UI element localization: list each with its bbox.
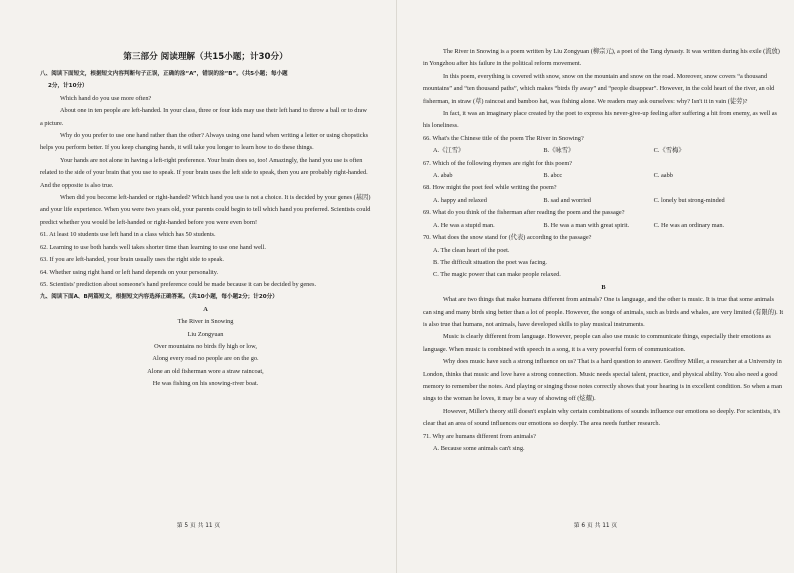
option: A. happy and relaxed [433, 196, 487, 204]
options-68 [423, 195, 784, 207]
options-66 [423, 145, 784, 157]
poem-line: Over mountains no birds fly high or low, [154, 342, 257, 350]
paragraph: About one in ten people are left-handed. In your class, three or four kids may use their left hand to throw a ball or to draw a picture. [40, 107, 367, 127]
poem-line: Alone an old fisherman wore a straw raincoat, [147, 367, 264, 375]
statement-63: 63. If you are left-handed, your brain usually uses the right side to speak. [40, 256, 224, 264]
paragraph: However, Miller's theory still doesn't explain why certain combinations of sounds influence our emotions so deeply. For scientists, it's clear that an area of sound influences our emotions so deeply. The area needs further research. [423, 407, 781, 428]
option: A. abab [433, 172, 453, 180]
passage-title: Which hand do you use more often? [60, 94, 152, 102]
poem [40, 316, 371, 390]
statement-62: 62. Learning to use both hands well takes shorter time than learning to use one hand well. [40, 243, 266, 251]
option: C. lonely but strong-minded [653, 196, 725, 204]
poem-title: The River in Snowing [177, 318, 234, 326]
question-70: 70. What does the snow stand for (代表) according to the passage? [423, 234, 592, 242]
paragraph: Music is clearly different from language. However, people can also use music to communicate things, especially their emotions as language. When music is combined with speech in a song, it is a very powerful form of communication. [423, 333, 771, 353]
option: B. The difficult situation the poet was facing. [433, 258, 547, 266]
question-68: 68. How might the poet feel while writing the poem? [423, 184, 557, 192]
statement-61: 61. At least 10 students use left hand in a class which has 50 students. [40, 231, 216, 239]
right-page [397, 0, 794, 573]
statement-64: 64. Whether using right hand or left hand depends on your personality. [40, 268, 219, 276]
question-69: 69. What do you think of the fisherman after reading the poem and the passage? [423, 209, 625, 217]
option: B.《咏雪》 [543, 147, 575, 155]
part-title: 第三部分 阅读理解（共15小题；计30分） [123, 52, 288, 62]
section9-instruction: 九、阅读下面A、B两篇短文，根据短文内容选择正确答案。（共10小题，每小题2分；计20分） [40, 294, 278, 301]
paragraph: When did you become left-handed or right-handed? Which hand you use is not a choice. It is decided by your genes (基因) and your life experience. When you were two years old, your parents could begin to tell which hand you preferred. Scientists could predict whether you would be left-handed or right-handed before you were even born! [40, 194, 371, 226]
option: B. abcc [543, 172, 563, 180]
option: A. He was a stupid man. [433, 221, 495, 229]
options-69 [423, 220, 784, 232]
paragraph: The River in Snowing is a poem written by Liu Zongyuan (柳宗元), a poet of the Tang dynasty. It was written during his exile (流放) in Yongzhou after his failure in the political reform movement. [423, 48, 780, 68]
option: C. He was an ordinary man. [653, 221, 725, 229]
paragraph: In fact, it was an imaginary place created by the poet to express his never-give-up feeling after suffering a hit from enemy, as well as his loneliness. [423, 110, 778, 130]
statement-65: 65. Scientists' prediction about someone's hand preference could be made because it can be decided by genes. [40, 280, 317, 288]
question-67: 67. Which of the following rhymes are right for this poem? [423, 159, 573, 167]
passage-b-label: B [601, 283, 606, 291]
option: A. Because some animals can't sing. [433, 445, 525, 452]
poem-line: He was fishing on his snowing-river boat. [152, 380, 259, 388]
option: B. He was a man with great spirit. [543, 221, 630, 229]
question-66: 66. What's the Chinese title of the poem The River in Snowing? [423, 134, 584, 142]
section8-instruction-cont: 2分，计10分） [48, 83, 88, 90]
poem-line: Along every road no people are on the go. [152, 355, 259, 363]
paragraph: In this poem, everything is covered with snow, snow on the mountain and snow on the road. Moreover, snow covers “a thousand mountains” and “ten thousand paths”, which makes “birds fly away” and “people disappear”. However, in the cold heart of the river, an old fisherman, in straw (草) raincoat and bamboo hat, was fishing alone. We readers may ask ourselves: why? Isn't it in vain (徒劳)? [423, 72, 775, 105]
paragraph: Why do you prefer to use one hand rather than the other? Always using one hand when writing a letter or using chopsticks helps you perform better. If you keep changing hands, it will take you longer to learn how to do these things. [40, 132, 369, 152]
paragraph: Your hands are not alone in having a left-right preference. Your brain does so, too! Amazingly, the hand you use is often related to the side of your brain that you use to speak. If your brain uses the left side to speak, then you are probably right-handed. And the opposite is also true. [40, 156, 368, 189]
option: C. The magic power that can make people relaxed. [433, 271, 561, 279]
option: C.《雪梅》 [653, 147, 685, 155]
passage-a-label: A [203, 305, 208, 313]
option: B. sad and worried [543, 196, 591, 204]
option: A.《江雪》 [433, 147, 465, 155]
paragraph: Why does music have such a strong influence on us? That is a hard question to answer. Geoffrey Miller, a researcher at a University in London, thinks that music and love have a strong connection. Music needs special talent, practice, and physical ability. You also need a good memory to remember the notes. And playing or singing those notes correctly shows that your hearing is in excellent condition. So when a man sings to the woman he loves, it may be a way of showing off (炫耀). [423, 358, 783, 403]
page-number: 第 6 页 共 11 页 [573, 523, 618, 529]
paragraph: What are two things that make humans different from animals? One is language, and the other is music. It is true that some animals can sing and many birds sing better than a lot of people. However, the songs of animals, such as birds and whales, are very limited (有限的). It is also true that humans, not animals, have developed skills to play musical instruments. [423, 296, 784, 328]
option: C. aabb [653, 172, 673, 180]
question-71: 71. Why are humans different from animals? [423, 432, 536, 440]
section8-instruction: 八、阅读下面短文，根据短文内容判断句子正误，正确的涂“A”，错误的涂“B”。（共5小题；每小题 [40, 71, 288, 77]
option: A. The clean heart of the poet. [433, 246, 510, 254]
page-number: 第 5 页 共 11 页 [176, 523, 221, 529]
poem-author: Liu Zongyuan [187, 330, 224, 338]
options-67 [423, 170, 784, 182]
